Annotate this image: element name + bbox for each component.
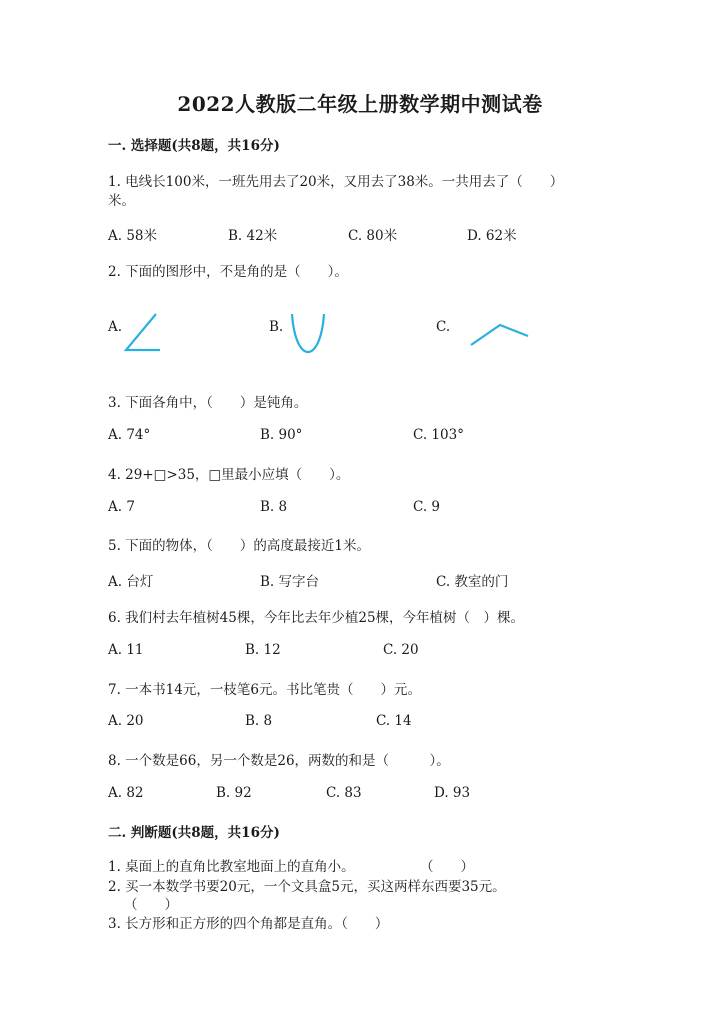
question-4: 4. 29+□>35，□里最小应填（ ）。 — [108, 467, 350, 483]
q5-option-b[interactable]: B. 写字台 — [260, 574, 320, 590]
q5-option-a[interactable]: A. 台灯 — [108, 574, 154, 590]
question-7: 7. 一本书14元，一枝笔6元。书比笔贵（ ）元。 — [108, 682, 421, 698]
question-8: 8. 一个数是66，另一个数是26，两数的和是（ ）。 — [108, 753, 450, 769]
q4-option-a[interactable]: A. 7 — [108, 499, 135, 515]
q4-option-b[interactable]: B. 8 — [260, 499, 288, 515]
q8-option-c[interactable]: C. 83 — [326, 785, 362, 801]
q3-option-b[interactable]: B. 90° — [260, 427, 303, 443]
curve-figure-b — [290, 312, 326, 354]
question-2: 2. 下面的图形中，不是角的是（ ）。 — [108, 264, 348, 280]
question-1: 1. 电线长100米，一班先用去了20米，又用去了38米。一共用去了（ ） — [108, 174, 564, 190]
q6-option-a[interactable]: A. 11 — [108, 642, 144, 658]
judgement-question-2: 2. 买一本数学书要20元，一个文具盒5元，买这两样东西要35元。 — [108, 879, 506, 895]
question-6: 6. 我们村去年植树45棵，今年比去年少植25棵，今年植树（ ）棵。 — [108, 610, 525, 626]
question-3: 3. 下面各角中，（ ）是钝角。 — [108, 395, 308, 411]
q1-option-a[interactable]: A. 58米 — [108, 228, 158, 244]
q5-option-c[interactable]: C. 教室的门 — [436, 574, 509, 590]
q7-option-b[interactable]: B. 8 — [245, 713, 273, 729]
q2-option-a[interactable]: A. — [108, 319, 123, 335]
angle-figure-c — [470, 322, 530, 346]
page-title: 2022人教版二年级上册数学期中测试卷 — [177, 92, 543, 116]
q4-option-c[interactable]: C. 9 — [413, 499, 441, 515]
q8-option-a[interactable]: A. 82 — [108, 785, 144, 801]
q7-option-a[interactable]: A. 20 — [108, 713, 144, 729]
judgement-2-blank[interactable]: （ ） — [124, 897, 178, 913]
q1-option-d[interactable]: D. 62米 — [467, 228, 517, 244]
q3-option-c[interactable]: C. 103° — [413, 427, 464, 443]
q8-option-d[interactable]: D. 93 — [434, 785, 471, 801]
q1-option-b[interactable]: B. 42米 — [228, 228, 278, 244]
question-1-continuation: 米。 — [108, 193, 135, 209]
question-5: 5. 下面的物体，（ ）的高度最接近1米。 — [108, 538, 371, 554]
section-header-choice: 一. 选择题(共8题，共16分) — [108, 138, 280, 154]
q3-option-a[interactable]: A. 74° — [108, 427, 151, 443]
q6-option-c[interactable]: C. 20 — [383, 642, 419, 658]
q7-option-c[interactable]: C. 14 — [376, 713, 412, 729]
q2-option-b[interactable]: B. — [269, 319, 284, 335]
q6-option-b[interactable]: B. 12 — [245, 642, 281, 658]
q2-option-c[interactable]: C. — [436, 319, 451, 335]
judgement-question-3: 3. 长方形和正方形的四个角都是直角。（ ） — [108, 916, 389, 932]
q8-option-b[interactable]: B. 92 — [216, 785, 252, 801]
section-header-judgement: 二. 判断题(共8题，共16分) — [108, 825, 280, 841]
q1-option-c[interactable]: C. 80米 — [348, 228, 398, 244]
angle-figure-a — [124, 312, 164, 352]
judgement-1-blank[interactable]: （ ） — [420, 859, 474, 875]
judgement-question-1: 1. 桌面上的直角比教室地面上的直角小。 — [108, 859, 355, 875]
